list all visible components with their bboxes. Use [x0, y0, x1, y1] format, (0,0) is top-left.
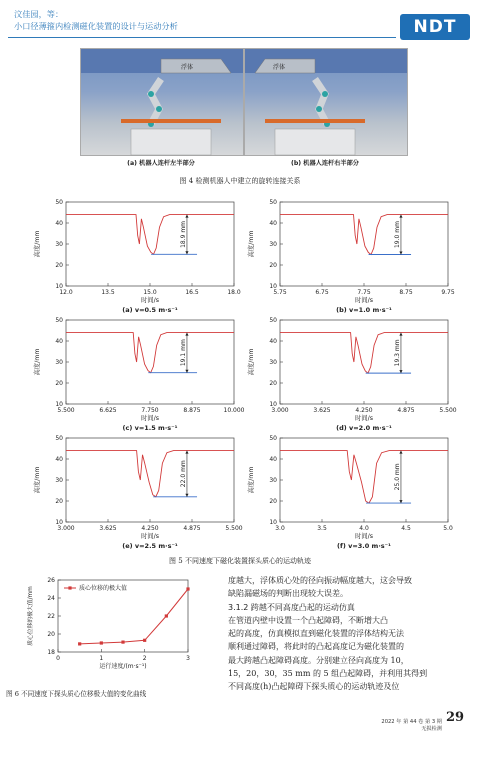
x-tick-label: 15.0: [143, 289, 157, 296]
x-tick-label: 4.875: [183, 525, 201, 532]
chart-f-svg: [244, 432, 456, 554]
chart-b: [244, 196, 456, 322]
arrow-head-top: [399, 333, 402, 336]
fig4-subcaption-b: (b) 机器人连杆右半部分: [291, 160, 359, 167]
y-tick-label: 30: [55, 477, 63, 484]
footer-issue: 2022 年 第 44 卷 第 3 期: [381, 719, 442, 725]
text-line: 不同高度(h)凸起障碍下探头质心的运动轨迹及位: [228, 682, 400, 692]
body-text: [228, 574, 470, 694]
data-point: [78, 642, 81, 645]
x-axis-label: 时间/s: [355, 533, 373, 540]
y-tick-label: 22: [47, 613, 55, 620]
chart-caption: (d) v=2.0 m·s⁻¹: [336, 424, 392, 432]
x-tick-label: 3.625: [313, 407, 331, 414]
y-tick-label: 24: [47, 595, 55, 602]
fig6-caption: 图 6 不同速度下探头质心位移极大值的变化曲线: [6, 690, 147, 698]
chart-fig6-svg: [22, 572, 202, 680]
x-tick-label: 4.0: [359, 525, 369, 532]
arrow-head-top: [185, 215, 188, 218]
chart-caption: (f) v=3.0 m·s⁻¹: [337, 542, 391, 550]
header-title: 小口径薄箍内检测磁化装置的设计与运动分析: [14, 21, 178, 31]
dimension-label: 19.0 mm: [393, 221, 401, 249]
arrow-head-bottom: [399, 500, 402, 503]
footer-journal-name: 无损检测: [421, 726, 442, 732]
x-axis-label: 时间/s: [355, 297, 373, 304]
x-axis-label: 时间/s: [141, 533, 159, 540]
y-tick-label: 20: [55, 262, 63, 269]
y-tick-label: 30: [269, 241, 277, 248]
chart-a-svg: [30, 196, 242, 318]
x-tick-label: 3.625: [99, 525, 117, 532]
y-tick-label: 10: [55, 283, 63, 290]
y-tick-label: 50: [269, 435, 277, 442]
y-tick-label: 10: [55, 519, 63, 526]
x-tick-label: 5.500: [225, 525, 243, 532]
chart-c: [30, 314, 245, 440]
y-tick-label: 40: [269, 338, 277, 345]
y-axis-label: 质心位移的极大值/mm: [28, 586, 34, 646]
robot-left-illustration: [81, 49, 243, 155]
y-tick-label: 20: [55, 380, 63, 387]
y-tick-label: 40: [269, 456, 277, 463]
chart-e: [30, 432, 242, 558]
y-axis-label: 高度/mm: [248, 348, 255, 376]
y-tick-label: 40: [55, 456, 63, 463]
y-tick-label: 10: [269, 283, 277, 290]
y-axis-label: 高度/mm: [34, 348, 41, 376]
y-tick-label: 20: [47, 631, 55, 638]
y-tick-label: 40: [55, 220, 63, 227]
trajectory-curve: [66, 215, 234, 255]
trajectory-curve: [280, 215, 448, 255]
data-point: [143, 639, 146, 642]
fig4-caption: 图 4 检测机器人中建立的旋转连接关系: [179, 177, 301, 185]
x-tick-label: 10.000: [223, 407, 245, 414]
x-tick-label: 5.0: [443, 525, 453, 532]
y-tick-label: 18: [47, 649, 55, 656]
y-tick-label: 30: [269, 477, 277, 484]
running-header: [14, 8, 178, 32]
text-line: 最大跨越凸起障碍高度。分别建立径向高度为 10，: [228, 655, 409, 665]
x-tick-label: 4.875: [397, 407, 415, 414]
chart-caption: (e) v=2.5 m·s⁻¹: [122, 542, 178, 550]
header-authors: 汶佳园，等：: [14, 9, 64, 19]
trajectory-curve: [66, 333, 234, 373]
chart-d: [244, 314, 456, 440]
x-tick-label: 5.500: [439, 407, 457, 414]
y-tick-label: 30: [269, 359, 277, 366]
x-tick-label: 8.875: [183, 407, 201, 414]
y-axis-label: 高度/mm: [248, 466, 255, 494]
journal-logo: NDT: [400, 14, 470, 40]
page-number: 29: [446, 710, 465, 725]
x-tick-label: 18.0: [227, 289, 241, 296]
arrow-head-bottom: [399, 370, 402, 373]
y-tick-label: 40: [55, 338, 63, 345]
x-tick-label: 4.5: [401, 525, 411, 532]
y-tick-label: 10: [269, 519, 277, 526]
chart-e-svg: [30, 432, 242, 554]
x-tick-label: 3.000: [271, 407, 289, 414]
chart-caption: (c) v=1.5 m·s⁻¹: [122, 424, 178, 432]
x-tick-label: 3.000: [57, 525, 75, 532]
data-point: [121, 641, 124, 644]
x-tick-label: 5.75: [273, 289, 287, 296]
x-tick-label: 4.250: [141, 525, 159, 532]
data-point: [165, 614, 168, 617]
y-tick-label: 20: [55, 498, 63, 505]
arrow-head-top: [185, 333, 188, 336]
arrow-head-top: [399, 215, 402, 218]
x-tick-label: 12.0: [59, 289, 73, 296]
trajectory-curve: [66, 451, 234, 497]
y-tick-label: 10: [55, 401, 63, 408]
footer-journal: [300, 718, 442, 732]
x-tick-label: 13.5: [101, 289, 115, 296]
data-point: [100, 641, 103, 644]
text-line: 在管道内壁中设置一个凸起障碍，不断增大凸: [228, 615, 388, 625]
y-tick-label: 30: [55, 241, 63, 248]
text-line: 度越大，浮体质心处的径向振动幅度越大，这会导致: [228, 576, 412, 585]
dimension-label: 19.1 mm: [179, 339, 187, 367]
data-point: [186, 587, 189, 590]
x-tick-label: 7.75: [357, 289, 371, 296]
legend-marker: [68, 586, 71, 589]
fig4-subcaption-a: (a) 机器人连杆左半部分: [127, 160, 195, 167]
y-axis-label: 高度/mm: [248, 230, 255, 258]
chart-a: [30, 196, 242, 322]
dimension-label: 25.0 mm: [393, 463, 401, 491]
y-tick-label: 30: [55, 359, 63, 366]
y-axis-label: 高度/mm: [34, 466, 41, 494]
arrow-head-top: [185, 451, 188, 454]
y-tick-label: 40: [269, 220, 277, 227]
arrow-head-bottom: [185, 370, 188, 373]
y-axis-label: 高度/mm: [34, 230, 41, 258]
robot-right-illustration: [245, 49, 407, 155]
x-tick-label: 2: [142, 655, 147, 662]
y-tick-label: 50: [55, 317, 63, 324]
x-axis-label: 运行速度/(m·s⁻¹): [99, 663, 147, 670]
y-tick-label: 50: [269, 317, 277, 324]
text-line: 15，20，30，35 mm 的 5 组凸起障碍，并利用其得到: [228, 669, 428, 679]
x-tick-label: 3.0: [275, 525, 285, 532]
y-tick-label: 10: [269, 401, 277, 408]
series-line: [80, 589, 188, 644]
x-axis-label: 时间/s: [141, 297, 159, 304]
chart-caption: (a) v=0.5 m·s⁻¹: [122, 306, 178, 314]
fig5-caption: 图 5 不同速度下磁化装置探头质心的运动轨迹: [169, 557, 311, 565]
x-tick-label: 16.5: [185, 289, 199, 296]
text-line: 起的高度，仿真模拟直到磁化装置的浮体结构无法: [228, 629, 404, 639]
chart-caption: (b) v=1.0 m·s⁻¹: [336, 306, 392, 314]
chart-f: [244, 432, 456, 558]
x-tick-label: 1: [99, 655, 104, 662]
dimension-label: 22.0 mm: [179, 460, 187, 488]
x-axis-label: 时间/s: [141, 415, 159, 422]
dimension-label: 19.3 mm: [393, 339, 401, 367]
x-tick-label: 9.75: [441, 289, 455, 296]
arrow-head-bottom: [185, 494, 188, 497]
x-tick-label: 0: [56, 655, 60, 662]
y-tick-label: 50: [55, 199, 63, 206]
x-axis-label: 时间/s: [355, 415, 373, 422]
trajectory-curve: [280, 333, 448, 374]
x-tick-label: 5.500: [57, 407, 75, 414]
trajectory-curve: [280, 451, 448, 504]
chart-c-svg: [30, 314, 245, 436]
text-line: 缺陷漏磁场的判断出现较大误差。: [228, 589, 348, 599]
fig4-right-float-label: 浮体: [273, 64, 286, 71]
arrow-head-top: [399, 451, 402, 454]
x-tick-label: 6.625: [99, 407, 117, 414]
x-tick-label: 8.75: [399, 289, 413, 296]
figure4-image-left: [80, 48, 244, 156]
text-line: 顺利通过障碍，将此时的凸起高度记为磁化装置的: [228, 642, 404, 652]
chart-d-svg: [244, 314, 456, 436]
legend-label: 质心位移的极大值: [79, 585, 128, 592]
x-tick-label: 7.750: [141, 407, 159, 414]
x-tick-label: 6.75: [315, 289, 329, 296]
chart-b-svg: [244, 196, 456, 318]
fig4-left-float-label: 浮体: [181, 64, 194, 71]
figure4-image-right: [244, 48, 408, 156]
chart-fig6: [22, 572, 202, 684]
y-tick-label: 26: [47, 577, 55, 584]
y-tick-label: 20: [269, 262, 277, 269]
y-tick-label: 20: [269, 498, 277, 505]
y-tick-label: 50: [55, 435, 63, 442]
x-tick-label: 3.5: [317, 525, 327, 532]
y-tick-label: 20: [269, 380, 277, 387]
header-divider: [8, 37, 396, 38]
x-tick-label: 3: [186, 655, 190, 662]
y-tick-label: 50: [269, 199, 277, 206]
dimension-label: 18.9 mm: [179, 220, 187, 248]
x-tick-label: 4.250: [355, 407, 373, 414]
section-heading: 3.1.2 跨越不同高度凸起的运动仿真: [228, 602, 355, 612]
